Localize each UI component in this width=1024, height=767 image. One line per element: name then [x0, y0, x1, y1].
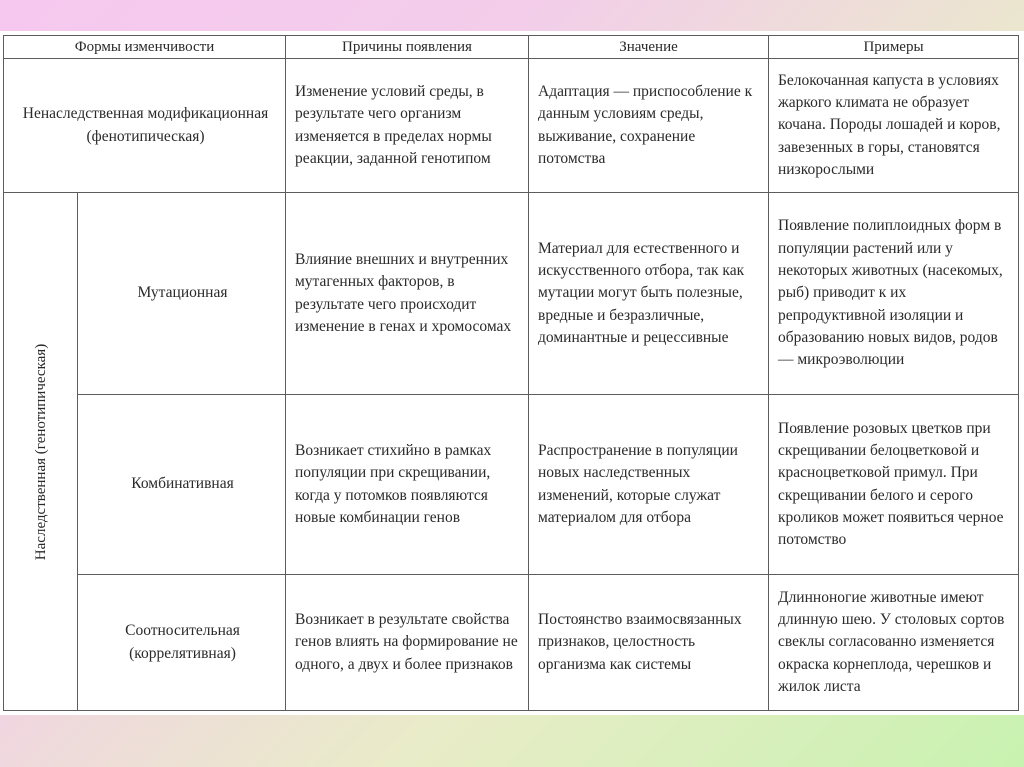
header-meaning: Значение	[529, 36, 769, 59]
kind-combinative: Комбинативная	[78, 395, 286, 575]
kind-nonhereditary: Ненаследственная модификационная (фенотипическая)	[4, 59, 286, 193]
table-row-combinative	[4, 395, 1019, 575]
table-row-nonhereditary	[4, 59, 1019, 193]
meaning-cell: Постоянство взаимосвязанных признаков, целостность организма как системы	[529, 575, 769, 711]
examples-cell: Длинноногие животные имеют длинную шею. У столовых сортов свеклы согласованно изменяется окраска корнеплода, черешков и жилок листа	[769, 575, 1019, 711]
cause-cell: Возникает стихийно в рамках популяции при скрещивании, когда у потомков появляются новые комбинации генов	[286, 395, 529, 575]
examples-cell: Белокочанная капуста в условиях жаркого климата не образует кочана. Породы лошадей и коров, завезенных в горы, становятся низкорослыми	[769, 59, 1019, 193]
cause-cell: Изменение условий среды, в результате чего организм изменяется в пределах нормы реакции, заданной генотипом	[286, 59, 529, 193]
cause-cell: Влияние внешних и внутренних мутагенных факторов, в результате чего происходит изменение в генах и хромосомах	[286, 193, 529, 395]
header-causes: Причины появления	[286, 36, 529, 59]
header-row	[4, 36, 1019, 59]
table-row-mutational	[4, 193, 1019, 395]
hereditary-group-cell	[4, 193, 78, 711]
examples-cell: Появление розовых цветков при скрещивании белоцветковой и красноцветковой примул. При скрещивании белого и серого кроликов может появиться черное потомство	[769, 395, 1019, 575]
table-row-correlative	[4, 575, 1019, 711]
meaning-cell: Адаптация — приспособление к данным условиям среды, выживание, сохранение потомства	[529, 59, 769, 193]
slide-area	[0, 31, 1024, 715]
kind-correlative: Соотносительная (коррелятивная)	[78, 575, 286, 711]
header-forms: Формы изменчивости	[4, 36, 286, 59]
header-examples: Примеры	[769, 36, 1019, 59]
meaning-cell: Материал для естественного и искусственного отбора, так как мутации могут быть полезные, вредные и безразличные, доминантные и рецессивные	[529, 193, 769, 395]
kind-mutational: Мутационная	[78, 193, 286, 395]
cause-cell: Возникает в результате свойства генов влиять на формирование не одного, а двух и более признаков	[286, 575, 529, 711]
meaning-cell: Распространение в популяции новых наследственных изменений, которые служат материалом для отбора	[529, 395, 769, 575]
examples-cell: Появление полиплоидных форм в популяции растений или у некоторых животных (насекомых, рыб) приводит к их репродуктивной изоляции и образованию новых видов, родов — микроэволюции	[769, 193, 1019, 395]
hereditary-group-label: Наследственная (генотипическая)	[32, 343, 49, 560]
variability-table	[3, 35, 1019, 711]
